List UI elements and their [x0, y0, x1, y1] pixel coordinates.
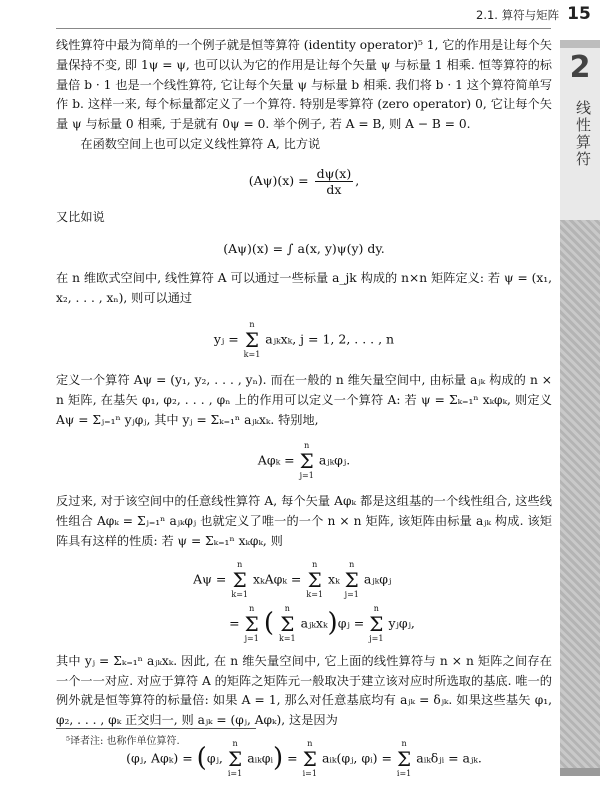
- eq6-term: aᵢₖφᵢ: [247, 750, 273, 766]
- eq6-lhs: (φⱼ, Aφₖ) =: [126, 750, 193, 766]
- eq4-rhs: aⱼₖφⱼ.: [318, 452, 351, 468]
- chapter-title: 线性算符: [574, 100, 592, 168]
- sum-symbol: n Σ k=1: [243, 319, 261, 359]
- header-rule: [56, 28, 551, 29]
- running-head: 2.1. 算符与矩阵: [476, 8, 560, 22]
- sum-symbol: n Σ j=1: [299, 441, 314, 481]
- paragraph-converse: 反过来, 对于该空间中的任意线性算符 A, 每个矢量 Aφₖ 都是这组基的一个线性组合, 这些线性组合 Aφₖ = Σⱼ₌₁ⁿ aⱼₖφⱼ 也就定义了唯一的一个 n × n 矩阵, 该矩阵由标量 aⱼₖ 构成. 该矩阵具有这样的性质: 若 ψ = Σₖ₌₁ⁿ xₖφₖ, 则: [56, 494, 552, 548]
- eq1-lhs: (Aψ)(x) =: [248, 172, 309, 188]
- footnote-rule: [56, 728, 256, 729]
- page-number: 15: [567, 4, 591, 24]
- body-text: [56, 36, 552, 787]
- chapter-tab-top: [560, 40, 600, 48]
- eq5-term: yⱼφⱼ,: [388, 615, 415, 631]
- eq5-term: φⱼ =: [337, 615, 365, 631]
- chapter-tab-bottom: [560, 768, 600, 776]
- eq6-equals: =: [287, 750, 298, 766]
- equation-a-psi: Aψ = n Σ k=1 xₖAφₖ = n Σ k=1 xₖ n Σ j=1 aⱼₖφⱼ = n Σ j=1 ( n Σ k=1 aⱼₖxₖ)φⱼ = n Σ j=1 yⱼφⱼ,: [193, 559, 415, 643]
- sum-symbol: n Σ i=1: [302, 738, 317, 778]
- eq5-equals: =: [229, 615, 240, 631]
- paragraph-function-space: 在函数空间上也可以定义线性算符 A, 比方说: [80, 136, 321, 151]
- paragraph-identity-operator: 线性算符中最为简单的一个例子就是恒等算符 (identity operator)⁵ 1, 它的作用是让每个矢量保持不变, 即 1ψ = ψ, 也可以认为它的作用是让每个矢量 ψ 与标量 1 相乘. 恒等算符的标量倍 b · 1 也是一个线性算符, 它让每个矢量 ψ 与标量 b 相乘. 我们将 b · 1 这个算符简单写作 b. 这样一来, 每个标量都定义了一个算符. 特别是零算符 (zero operator) 0, 它让每个矢量 ψ 与标量 0 相乘, 于是就有 0ψ = 0. 举个例子, 若 A = B, 则 A − B = 0.: [56, 38, 553, 132]
- equation-yj: [56, 320, 552, 360]
- equation-matrix-element: (φⱼ, Aφₖ) = (φⱼ, n Σ i=1 aᵢₖφᵢ) = n Σ i=1 aᵢₖ(φⱼ, φᵢ) = n Σ i=1 aᵢₖδⱼᵢ = aⱼₖ.: [126, 738, 482, 778]
- paragraph-correspondence: 其中 yⱼ = Σₖ₌₁ⁿ aⱼₖxₖ. 因此, 在 n 维矢量空间中, 它上面的线性算符与 n × n 矩阵之间存在一个一一对应. 对应于算符 A 的矩阵之矩阵元一般取决于建立该对应时所选取的基底. 唯一的例外就是恒等算符的标量倍: 如果 A = 1, 那么对任意基底均有 aⱼₖ = δⱼₖ. 如果这些基矢 φ₁, φ₂, . . . , φₖ 正交归一, 则 aⱼₖ = (φⱼ, Aφₖ), 这是因为: [56, 653, 552, 728]
- sum-symbol: n Σ i=1: [396, 738, 412, 778]
- eq3-rhs: aⱼₖxₖ, j = 1, 2, . . . , n: [265, 331, 395, 347]
- eq3-lhs: yⱼ =: [213, 331, 239, 347]
- eq6-term: aᵢₖδⱼᵢ = aⱼₖ.: [416, 750, 482, 766]
- sum-symbol: n Σ k=1: [231, 559, 249, 599]
- sum-symbol: n Σ j=1: [369, 603, 384, 643]
- footnote: ⁵译者注: 也称作单位算符.: [66, 736, 180, 747]
- sum-symbol: n Σ i=1: [227, 738, 243, 778]
- eq5-term: aⱼₖxₖ: [300, 615, 328, 631]
- equation-a-phi-k: [56, 441, 552, 481]
- eq1-numerator: dψ(x): [316, 165, 352, 181]
- equation-integral: (Aψ)(x) = ∫ a(x, y)ψ(y) dy.: [223, 240, 385, 256]
- eq6-term: φⱼ,: [206, 750, 223, 766]
- eq4-lhs: Aφₖ =: [257, 452, 295, 468]
- eq5-term: xₖAφₖ =: [253, 571, 302, 587]
- eq1-fraction: [315, 166, 354, 197]
- paragraph-general-space: 定义一个算符 Aψ = (y₁, y₂, . . . , yₙ). 而在一般的 n 维矢量空间中, 由标量 aⱼₖ 构成的 n × n 矩阵, 在基矢 φ₁, φ₂, . . . , φₙ 上的作用可以定义一个算符 A: 若 ψ = Σₖ₌₁ⁿ xₖφₖ, 则定义 Aψ = Σⱼ₌₁ⁿ yⱼφⱼ, 其中 yⱼ = Σₖ₌₁ⁿ aⱼₖxₖ. 特别地,: [56, 372, 552, 427]
- eq5-term: aⱼₖφⱼ: [363, 571, 392, 587]
- eq1-tail: ,: [355, 172, 360, 188]
- sum-symbol: n Σ k=1: [278, 603, 296, 643]
- chapter-number: 2: [569, 50, 591, 85]
- paragraph-euclidean-space: 在 n 维欧式空间中, 线性算符 A 可以通过一些标量 a_jk 构成的 n×n 矩阵定义: 若 ψ = (x₁, x₂, . . . , xₙ), 则可以通过: [56, 271, 552, 306]
- sum-symbol: n Σ k=1: [306, 559, 324, 599]
- equation-derivative: [56, 166, 552, 197]
- paragraph-another-example: 又比如说: [56, 209, 105, 224]
- eq5-term: xₖ: [328, 571, 340, 587]
- sum-symbol: n Σ j=1: [344, 559, 359, 599]
- eq5-lhs: Aψ =: [193, 571, 227, 587]
- sum-symbol: n Σ j=1: [244, 603, 259, 643]
- eq6-term: aᵢₖ(φⱼ, φᵢ) =: [321, 750, 392, 766]
- eq1-denominator: dx: [326, 181, 342, 197]
